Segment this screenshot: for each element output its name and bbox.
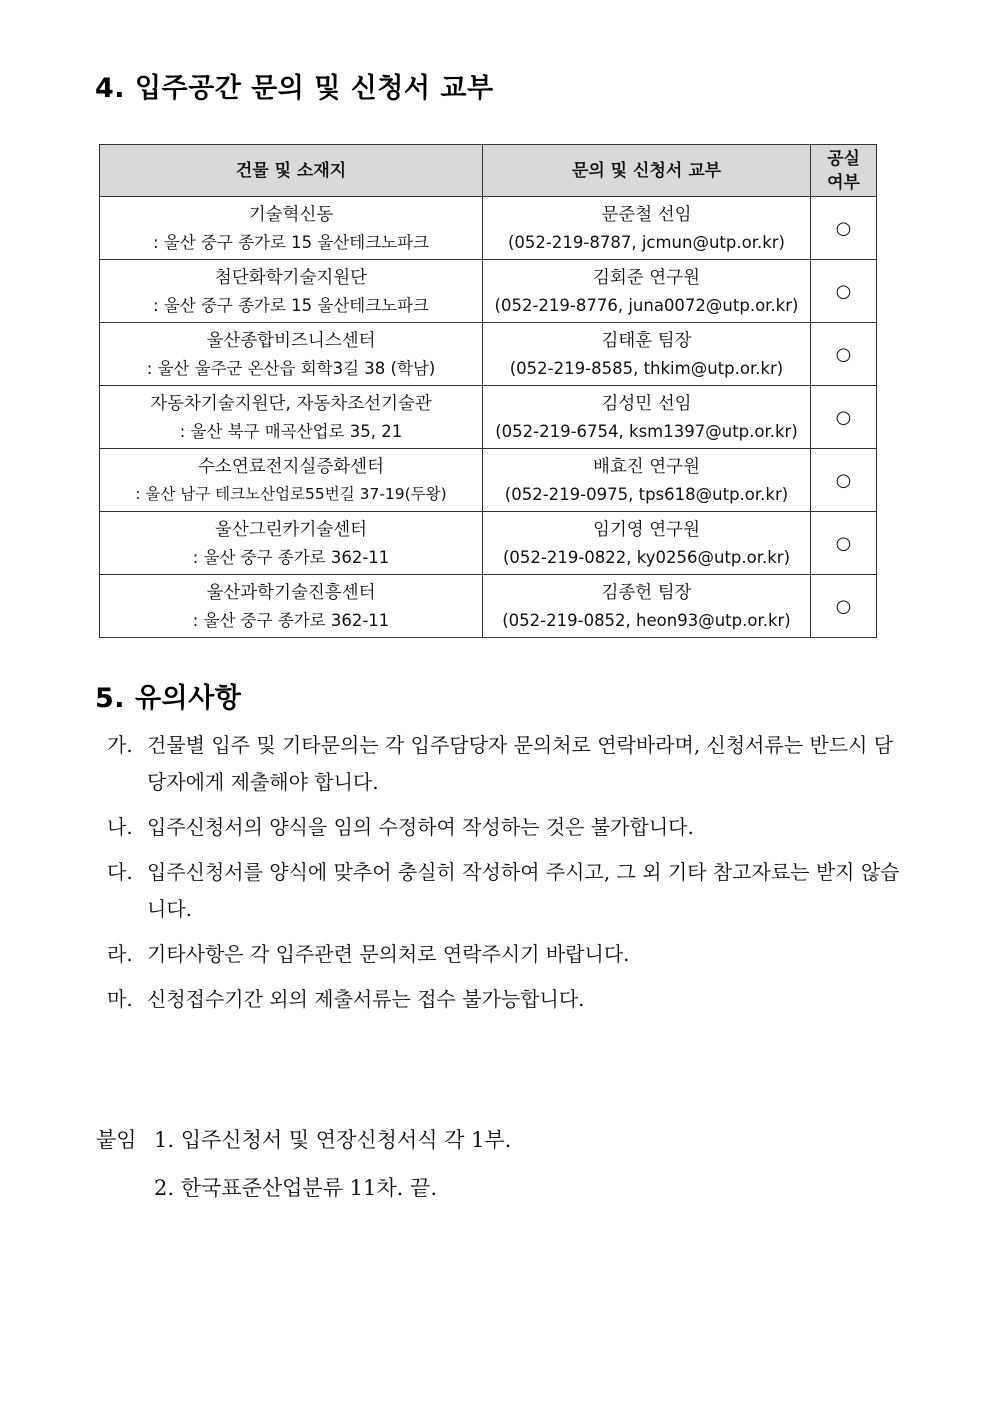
attachment-item: 2. 한국표준산업분류 11차. 끝. <box>154 1176 437 1200</box>
building-name: 울산그린카기술센터 <box>214 519 368 540</box>
vacancy-circle-icon: ○ <box>811 449 877 512</box>
contact-info: (052-219-0822, ky0256@utp.or.kr) <box>502 547 791 567</box>
note-text: 건물별 입주 및 기타문의는 각 입주담당자 문의처로 연락바라며, 신청서류는 반드시 담당자에게 제출해야 합니다. <box>147 733 894 794</box>
contact-info: (052-219-6754, ksm1397@utp.or.kr) <box>495 421 798 441</box>
list-item <box>107 854 907 928</box>
header-contact: 문의 및 신청서 교부 <box>483 145 811 197</box>
table-row <box>100 449 877 512</box>
building-address: : 울산 중구 종가로 15 울산테크노파크 <box>153 295 429 315</box>
header-vacancy-line1: 공실 <box>827 148 860 169</box>
table-header-row <box>100 145 877 197</box>
list-item <box>107 936 907 973</box>
note-marker: 마. <box>107 987 133 1011</box>
contact-person: 김태훈 팀장 <box>601 330 692 351</box>
contact-cell <box>483 260 811 323</box>
table-row <box>100 386 877 449</box>
building-cell <box>100 197 483 260</box>
vacancy-circle-icon: ○ <box>811 260 877 323</box>
contact-person: 배효진 연구원 <box>593 456 700 477</box>
note-text: 기타사항은 각 입주관련 문의처로 연락주시기 바랍니다. <box>147 942 630 966</box>
contact-person: 문준철 선임 <box>601 204 692 225</box>
building-name: 울산종합비즈니스센터 <box>206 330 376 351</box>
contact-cell <box>483 386 811 449</box>
building-name: 첨단화학기술지원단 <box>214 267 368 288</box>
note-marker: 라. <box>107 942 133 966</box>
building-name: 기술혁신동 <box>248 204 334 225</box>
section-5-title: 5. 유의사항 <box>95 683 242 714</box>
building-name: 자동차기술지원단, 자동차조선기술관 <box>150 393 432 414</box>
table-row <box>100 512 877 575</box>
contact-cell <box>483 512 811 575</box>
contact-info: (052-219-8585, thkim@utp.or.kr) <box>509 358 784 378</box>
contact-info: (052-219-0852, heon93@utp.or.kr) <box>502 610 791 630</box>
building-address: : 울산 남구 테크노산업로55번길 37-19(두왕) <box>135 484 447 503</box>
building-address: : 울산 중구 종가로 362-11 <box>192 547 390 567</box>
table-row <box>100 260 877 323</box>
table-row <box>100 197 877 260</box>
building-cell <box>100 512 483 575</box>
building-cell <box>100 386 483 449</box>
building-address: : 울산 울주군 온산읍 회학3길 38 (학남) <box>146 358 436 378</box>
building-cell <box>100 575 483 638</box>
header-vacancy-line2: 여부 <box>827 172 860 193</box>
vacancy-circle-icon: ○ <box>811 575 877 638</box>
notes-list <box>107 727 907 1026</box>
contact-cell <box>483 323 811 386</box>
contact-cell <box>483 197 811 260</box>
vacancy-circle-icon: ○ <box>811 197 877 260</box>
contact-cell <box>483 575 811 638</box>
building-address: : 울산 중구 종가로 362-11 <box>192 610 390 630</box>
note-marker: 나. <box>107 815 133 839</box>
list-item <box>107 981 907 1018</box>
header-building: 건물 및 소재지 <box>100 145 483 197</box>
contact-person: 김성민 선임 <box>601 393 692 414</box>
contact-person: 김종헌 팀장 <box>601 582 692 603</box>
list-item <box>107 727 907 801</box>
contact-info: (052-219-8787, jcmun@utp.or.kr) <box>508 232 785 252</box>
building-cell <box>100 260 483 323</box>
table-row <box>100 323 877 386</box>
vacancy-circle-icon: ○ <box>811 323 877 386</box>
vacancy-circle-icon: ○ <box>811 386 877 449</box>
vacancy-circle-icon: ○ <box>811 512 877 575</box>
note-marker: 가. <box>107 733 133 757</box>
building-address: : 울산 중구 종가로 15 울산테크노파크 <box>153 232 429 252</box>
note-text: 신청접수기간 외의 제출서류는 접수 불가능합니다. <box>147 987 585 1011</box>
building-name: 수소연료전지실증화센터 <box>198 456 384 477</box>
contact-cell <box>483 449 811 512</box>
table-row <box>100 575 877 638</box>
building-cell <box>100 323 483 386</box>
note-text: 입주신청서를 양식에 맞추어 충실히 작성하여 주시고, 그 외 기타 참고자료는 받지 않습니다. <box>147 860 900 921</box>
list-item <box>107 809 907 846</box>
attachment-label: 붙임 <box>96 1128 137 1152</box>
contact-person: 김회준 연구원 <box>593 267 700 288</box>
building-cell <box>100 449 483 512</box>
building-address: : 울산 북구 매곡산업로 35, 21 <box>179 421 403 441</box>
contact-info: (052-219-0975, tps618@utp.or.kr) <box>504 484 789 504</box>
section-4-title: 4. 입주공간 문의 및 신청서 교부 <box>95 73 494 104</box>
contacts-table <box>99 144 877 638</box>
contact-person: 임기영 연구원 <box>593 519 700 540</box>
contact-info: (052-219-8776, juna0072@utp.or.kr) <box>494 295 799 315</box>
note-marker: 다. <box>107 860 133 884</box>
note-text: 입주신청서의 양식을 임의 수정하여 작성하는 것은 불가합니다. <box>147 815 694 839</box>
header-vacancy <box>811 145 877 197</box>
attachment-item: 1. 입주신청서 및 연장신청서식 각 1부. <box>154 1128 512 1152</box>
building-name: 울산과학기술진흥센터 <box>206 582 376 603</box>
